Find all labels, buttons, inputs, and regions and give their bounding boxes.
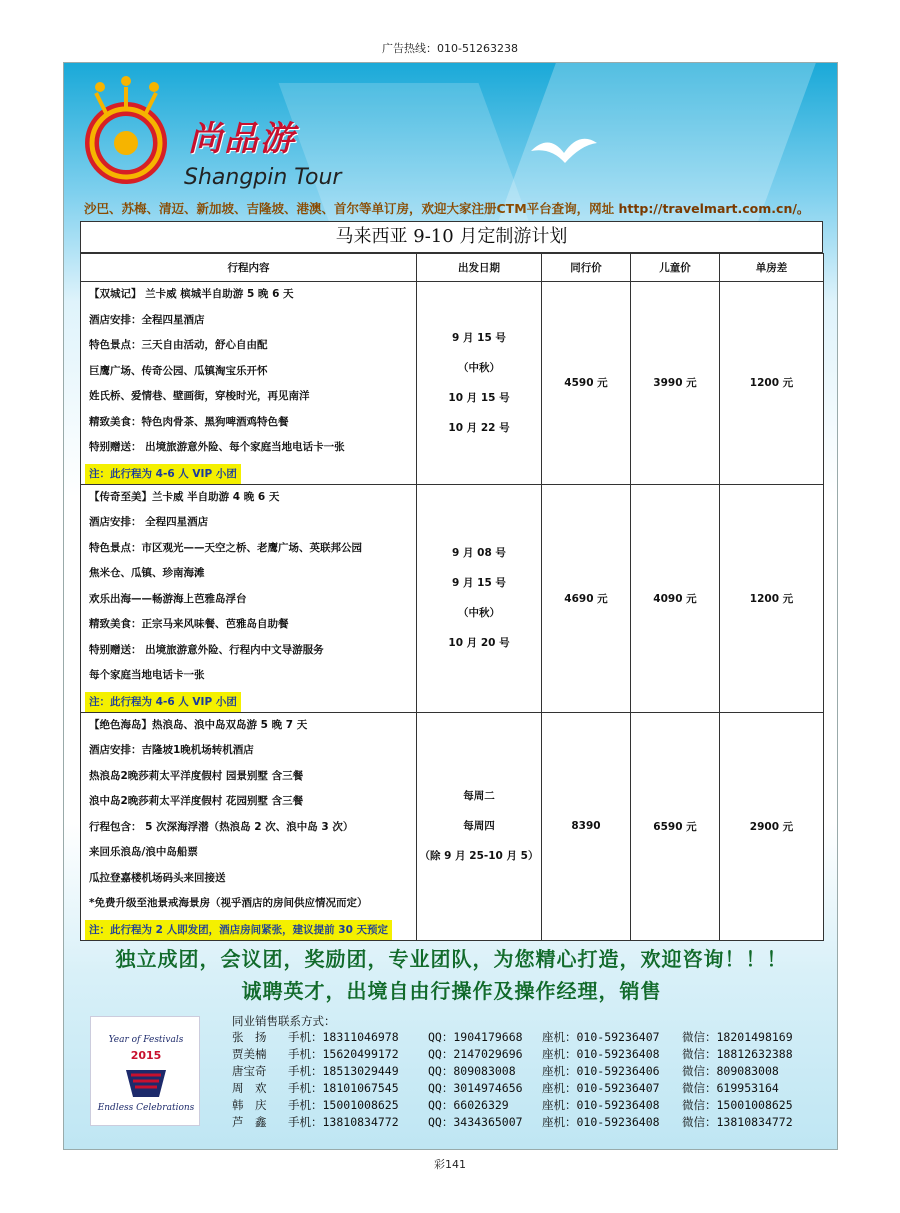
itinerary-line: 【绝色海岛】热浪岛、浪中岛双岛游 5 晚 7 天 [89, 718, 308, 731]
contact-qq: QQ：66026329 [428, 1098, 509, 1112]
contact-row [232, 1046, 832, 1063]
departure-date: 9 月 15 号 [452, 577, 506, 589]
itinerary-line: 特别赠送： 出境旅游意外险、每个家庭当地电话卡一张 [89, 441, 345, 453]
contact-mobile: 手机：18513029449 [288, 1064, 399, 1078]
brand-emblem-icon [76, 73, 186, 191]
brand-name-en: Shangpin Tour [184, 165, 342, 190]
table-title: 马来西亚 9-10 月定制游计划 [80, 221, 823, 253]
departure-date: 10 月 15 号 [448, 391, 510, 404]
festival-title: Year of Festivals [108, 1035, 184, 1045]
contact-name: 芦 鑫 [232, 1115, 267, 1129]
contact-landline: 座机：010-59236407 [542, 1030, 660, 1044]
seagull-icon [529, 131, 599, 171]
contact-qq: QQ：3014974656 [428, 1081, 523, 1095]
tour-note: 注：此行程为 4-6 人 VIP 小团 [85, 692, 241, 712]
contact-row [232, 1080, 832, 1097]
itinerary-line: 行程包含： 5 次深海浮潜（热浪岛 2 次、浪中岛 3 次） [89, 820, 354, 833]
child-price-cell: 6590 元 [631, 712, 720, 940]
departure-date: 每周四 [463, 820, 495, 832]
schedule-table [80, 221, 823, 941]
contact-row [232, 1114, 832, 1131]
itinerary-line: 酒店安排：吉隆坡1晚机场转机酒店 [89, 744, 254, 756]
single-supplement-cell: 1200 元 [720, 484, 824, 712]
slogan-recruiting: 诚聘英才，出境自由行操作及操作经理，销售 [241, 979, 662, 1003]
contact-name: 周 欢 [232, 1081, 267, 1095]
itinerary-line: 特色景点：市区观光——天空之桥、老鹰广场、英联邦公园 [89, 541, 362, 554]
sales-contacts [232, 1013, 832, 1131]
contact-qq: QQ：3434365007 [428, 1115, 523, 1129]
advertisement-panel [63, 62, 838, 1150]
contact-wechat: 微信：15001008625 [682, 1098, 793, 1112]
itinerary-line: *免费升级至池景戒海景房（视乎酒店的房间供应情况而定） [89, 897, 368, 909]
itinerary-line: 酒店安排：全程四星酒店 [89, 313, 205, 326]
contact-landline: 座机：010-59236406 [542, 1064, 660, 1078]
itinerary-line: 浪中岛2晚莎莉太平洋度假村 花园别墅 含三餐 [89, 795, 304, 807]
ad-hotline: 广告热线：010-51263238 [382, 42, 518, 55]
contact-name: 韩 庆 [232, 1098, 267, 1112]
tour-note: 注：此行程为 2 人即发团，酒店房间紧张，建议提前 30 天预定 [85, 920, 392, 940]
departure-date: 10 月 22 号 [448, 421, 510, 434]
itinerary-cell [81, 484, 417, 712]
departure-dates-cell [417, 282, 542, 485]
itinerary-line: 精致美食：正宗马来风味餐、芭雅岛自助餐 [89, 618, 289, 630]
column-header: 行程内容 [81, 254, 417, 282]
festival-tagline: Endless Celebrations [97, 1103, 195, 1113]
contact-mobile: 手机：15001008625 [288, 1098, 399, 1112]
departure-dates-cell [417, 712, 542, 940]
single-supplement-cell: 2900 元 [720, 712, 824, 940]
tour-grid [80, 253, 824, 941]
contact-name: 张 扬 [232, 1030, 267, 1044]
child-price-cell: 4090 元 [631, 484, 720, 712]
contact-mobile: 手机：15620499172 [288, 1047, 399, 1061]
itinerary-line: 来回乐浪岛/浪中岛船票 [89, 846, 198, 858]
itinerary-line: 酒店安排： 全程四星酒店 [89, 516, 209, 528]
festival-emblem-icon [121, 1065, 171, 1101]
itinerary-line: 焦米仓、瓜镇、珍南海滩 [89, 567, 205, 579]
price-cell: 4690 元 [542, 484, 631, 712]
contact-mobile: 手机：13810834772 [288, 1115, 399, 1129]
contacts-heading: 同业销售联系方式： [232, 1014, 336, 1028]
itinerary-line: 姓氏桥、爱情巷、壁画街，穿梭时光，再见南洋 [89, 390, 310, 402]
contact-qq: QQ：2147029696 [428, 1047, 523, 1061]
itinerary-line: 欢乐出海——畅游海上芭雅岛浮台 [89, 592, 247, 605]
column-header: 单房差 [720, 254, 824, 282]
contact-wechat: 微信：619953164 [682, 1081, 779, 1095]
departure-date: （中秋） [458, 607, 500, 619]
festival-year: 2015 [130, 1049, 162, 1062]
table-row [81, 484, 824, 712]
contact-landline: 座机：010-59236408 [542, 1098, 660, 1112]
contact-mobile: 手机：18311046978 [288, 1030, 399, 1044]
table-row [81, 282, 824, 485]
single-supplement-cell: 1200 元 [720, 282, 824, 485]
departure-date: 9 月 08 号 [452, 547, 506, 559]
column-header: 出发日期 [417, 254, 542, 282]
contact-wechat: 微信：18812632388 [682, 1047, 793, 1061]
contact-row [232, 1029, 832, 1046]
brand-logo [76, 73, 376, 191]
contact-landline: 座机：010-59236407 [542, 1081, 660, 1095]
child-price-cell: 3990 元 [631, 282, 720, 485]
table-row [81, 712, 824, 940]
contact-mobile: 手机：18101067545 [288, 1081, 399, 1095]
itinerary-line: 特别赠送： 出境旅游意外险、行程内中文导游服务 [89, 643, 324, 656]
year-of-festivals-logo [90, 1016, 200, 1126]
contact-wechat: 微信：18201498169 [682, 1030, 793, 1044]
departure-date: 9 月 15 号 [452, 331, 506, 344]
itinerary-cell [81, 282, 417, 485]
column-header: 同行价 [542, 254, 631, 282]
itinerary-cell [81, 712, 417, 940]
contact-name: 贾美楠 [232, 1047, 267, 1061]
contact-qq: QQ：809083008 [428, 1064, 516, 1078]
contact-row [232, 1063, 832, 1080]
itinerary-line: 特色景点：三天自由活动，舒心自由配 [89, 339, 268, 351]
page-number: 彩141 [434, 1158, 466, 1171]
departure-dates-cell [417, 484, 542, 712]
column-header: 儿童价 [631, 254, 720, 282]
header-row [81, 254, 824, 282]
itinerary-line: 瓜拉登嘉楼机场码头来回接送 [89, 871, 226, 884]
itinerary-line: 【传奇至美】兰卡威 半自助游 4 晚 6 天 [89, 490, 280, 503]
slogan-services: 独立成团，会议团，奖励团，专业团队，为您精心打造，欢迎咨询！！！ [115, 947, 788, 971]
departure-date: 每周二 [463, 790, 495, 802]
itinerary-line: 【双城记】 兰卡威 槟城半自助游 5 晚 6 天 [89, 288, 294, 300]
itinerary-line: 热浪岛2晚莎莉太平洋度假村 园景别墅 含三餐 [89, 769, 304, 782]
brand-name-cn: 尚品游 [188, 119, 296, 159]
departure-date: 10 月 20 号 [448, 637, 510, 649]
contact-landline: 座机：010-59236408 [542, 1047, 660, 1061]
itinerary-line: 每个家庭当地电话卡一张 [89, 669, 205, 681]
website-link[interactable]: http://travelmart.com.cn/。 [618, 201, 810, 216]
contact-qq: QQ：1904179668 [428, 1030, 523, 1044]
contact-row [232, 1097, 832, 1114]
itinerary-line: 精致美食：特色肉骨茶、黑狗啤酒鸡特色餐 [89, 415, 289, 428]
departure-date: （中秋） [458, 361, 500, 374]
tour-note: 注：此行程为 4-6 人 VIP 小团 [85, 464, 241, 484]
itinerary-line: 巨鹰广场、传奇公园、瓜镇淘宝乐开怀 [89, 364, 268, 377]
price-cell: 4590 元 [542, 282, 631, 485]
price-cell: 8390 [542, 712, 631, 940]
contact-landline: 座机：010-59236408 [542, 1115, 660, 1129]
contact-name: 唐宝奇 [232, 1064, 267, 1078]
contact-wechat: 微信：13810834772 [682, 1115, 793, 1129]
departure-date: （除 9 月 25-10 月 5） [419, 850, 539, 862]
contact-wechat: 微信：809083008 [682, 1064, 779, 1078]
destinations-line [84, 199, 834, 217]
destinations-text: 沙巴、苏梅、清迈、新加坡、吉隆坡、港澳、首尔等单订房，欢迎大家注册CTM平台查询，网址 [84, 201, 615, 216]
